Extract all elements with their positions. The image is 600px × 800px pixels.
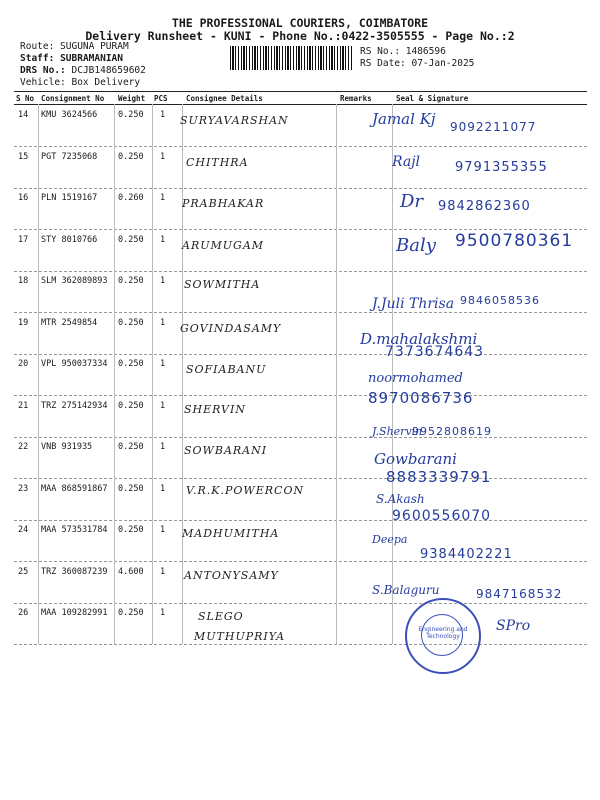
column-divider [38,187,39,229]
row-sno: 24 [18,525,29,535]
staff [20,53,123,65]
column-divider [336,602,337,644]
recipient-phone: 9846058536 [460,294,540,307]
consignee-handwriting: MADHUMITHA [182,527,280,540]
recipient-signature: Dr [400,191,424,212]
recipient-signature: Baly [396,234,436,256]
consignee-handwriting: ARUMUGAM [182,238,265,252]
column-divider [392,229,393,271]
column-divider [336,312,337,354]
recipient-phone: 9791355355 [455,159,548,175]
staff-label: Staff: [20,53,55,64]
recipient-signature: J.Juli Thrisa [372,296,455,312]
row-pcs: 1 [160,110,166,120]
column-divider [38,561,39,603]
column-divider [182,270,183,312]
row-sno: 16 [18,193,29,203]
row-weight: 0.250 [118,359,144,369]
column-divider [38,229,39,271]
recipient-signature: Jamal Kj [372,110,436,128]
row-consignment-no: MAA 109282991 [41,608,108,618]
consignee-handwriting: SURYAVARSHAN [180,114,289,127]
consignee-handwriting: SOWBARANI [184,444,268,457]
column-divider [114,436,115,478]
table-row [14,353,587,396]
column-divider [114,561,115,603]
row-consignment-no: PGT 7235068 [41,151,98,162]
row-weight: 0.250 [118,525,144,535]
row-weight: 0.260 [118,193,144,203]
column-divider [114,104,115,146]
col-remarks: Remarks [340,94,372,103]
row-pcs: 1 [160,193,166,203]
recipient-phone: 9842862360 [438,199,531,214]
column-divider [182,395,183,437]
route: Route: SUGUNA PURAM [20,41,129,52]
consignee-handwriting: GOVINDASAMY [180,321,282,335]
column-divider [182,146,183,188]
row-consignment-no: MAA 573531784 [41,525,108,535]
consignee-handwriting-line2: MUTHUPRIYA [194,630,286,643]
row-weight: 0.250 [118,276,144,286]
row-pcs: 1 [160,566,166,577]
row-consignment-no: TRZ 360087239 [41,566,108,577]
row-weight: 4.600 [118,566,144,577]
recipient-signature: SPro [496,618,531,634]
column-divider [152,602,153,644]
row-weight: 0.250 [118,400,144,411]
col-consignee: Consignee Details [186,94,263,103]
column-divider [114,353,115,395]
row-weight: 0.250 [118,483,144,494]
consignee-handwriting: SLEGO [198,610,244,623]
row-sno: 14 [18,110,29,120]
column-divider [152,519,153,561]
column-divider [152,270,153,312]
drs [20,65,146,77]
recipient-phone: 9847168532 [476,586,563,601]
column-divider [114,229,115,271]
column-divider [38,353,39,395]
column-divider [392,187,393,229]
column-divider [336,229,337,271]
consignee-handwriting: ANTONYSAMY [184,568,279,582]
col-consignment: Consignment No [41,94,105,103]
drs-number: DCJB148659602 [71,65,146,76]
column-divider [38,146,39,188]
column-divider [152,187,153,229]
row-pcs: 1 [160,483,166,494]
company-title: THE PROFESSIONAL COURIERS, COIMBATORE [171,16,429,30]
column-divider [152,436,153,478]
row-consignment-no: MAA 868591867 [41,483,108,494]
column-divider [152,312,153,354]
row-pcs: 1 [160,608,166,618]
row-consignment-no: VPL 950037334 [41,359,108,369]
runsheet-subtitle: Delivery Runsheet - KUNI - Phone No.:0422-3505555 - Page No.:2 [85,29,515,43]
row-consignment-no: PLN 1519167 [41,193,98,203]
column-divider [182,436,183,478]
column-divider [182,478,183,520]
column-divider [336,561,337,603]
recipient-phone: 9600556070 [392,507,492,524]
column-divider [38,602,39,644]
recipient-phone: 8970086736 [368,389,474,407]
row-consignment-no: STY 8010766 [41,234,98,245]
recipient-signature: Rajl [392,153,421,170]
column-divider [336,519,337,561]
column-divider [152,395,153,437]
column-divider [38,312,39,354]
col-weight: Weight [118,94,146,103]
recipient-signature: Deepa [372,533,408,546]
column-divider [152,353,153,395]
row-weight: 0.250 [118,151,144,162]
column-divider [38,519,39,561]
row-weight: 0.250 [118,317,144,328]
column-divider [114,312,115,354]
table-row [14,312,587,355]
recipient-phone: 8883339791 [386,468,492,486]
recipient-signature: Gowbarani [374,450,457,468]
row-pcs: 1 [160,276,166,286]
drs-label: DRS No.: [20,65,66,76]
column-divider [152,104,153,146]
rs-info [360,46,474,70]
column-divider [38,395,39,437]
row-pcs: 1 [160,400,166,411]
consignee-handwriting: PRABHAKAR [182,197,265,210]
row-sno: 26 [18,608,29,618]
consignee-handwriting: CHITHRA [186,155,249,169]
row-sno: 21 [18,400,29,411]
row-sno: 15 [18,151,29,162]
row-consignment-no: MTR 2549854 [41,317,98,328]
col-sno: S No [16,94,35,103]
rs-number: RS No.: 1486596 [360,46,446,57]
column-divider [182,561,183,603]
recipient-phone: 9952808619 [412,424,492,438]
column-divider [114,602,115,644]
barcode [230,46,352,70]
column-divider [114,270,115,312]
column-divider [336,395,337,437]
consignee-handwriting: SOFIABANU [186,363,267,376]
row-sno: 18 [18,276,29,286]
column-divider [152,561,153,603]
column-divider [182,602,183,644]
row-weight: 0.250 [118,608,144,618]
row-sno: 23 [18,483,29,494]
rs-date: RS Date: 07-Jan-2025 [360,58,475,69]
recipient-phone: 9384402221 [420,547,513,562]
recipient-signature: S.Akash [376,491,425,506]
column-divider [114,146,115,188]
table-row [14,395,587,438]
row-pcs: 1 [160,525,166,535]
row-pcs: 1 [160,234,166,245]
recipient-signature: S.Balaguru [372,582,440,597]
staff-name: SUBRAMANIAN [60,53,123,64]
column-divider [336,478,337,520]
row-consignment-no: VNB 931935 [41,442,93,452]
table-row [14,436,587,479]
column-divider [336,187,337,229]
row-sno: 17 [18,234,29,245]
recipient-phone: 7373674643 [385,343,485,360]
row-weight: 0.250 [118,234,144,245]
consignee-handwriting: SOWMITHA [184,278,261,291]
consignee-handwriting: SHERVIN [184,402,246,416]
column-divider [152,478,153,520]
row-weight: 0.250 [118,442,144,452]
row-pcs: 1 [160,151,166,162]
column-divider [336,270,337,312]
col-pcs: PCS [154,94,168,103]
row-pcs: 1 [160,317,166,328]
column-divider [114,187,115,229]
recipient-signature: J.Shervin [372,424,423,438]
row-consignment-no: KMU 3624566 [41,110,98,120]
column-divider [182,353,183,395]
column-divider [114,519,115,561]
recipient-phone: 9500780361 [455,230,574,251]
row-sno: 22 [18,442,29,452]
col-signature: Seal & Signature [396,94,469,103]
seal-text: Engineering and Technology [418,626,468,640]
row-weight: 0.250 [118,110,144,120]
row-sno: 20 [18,359,29,369]
recipient-signature: D.mahalakshmi [360,329,478,348]
column-divider [38,270,39,312]
row-pcs: 1 [160,359,166,369]
column-divider [38,478,39,520]
column-divider [114,478,115,520]
column-divider [152,146,153,188]
column-divider [336,353,337,395]
column-divider [38,104,39,146]
column-divider [336,436,337,478]
row-consignment-no: SLM 362089893 [41,276,108,286]
column-divider [114,395,115,437]
recipient-signature: noormohamed [368,371,463,386]
vehicle: Vehicle: Box Delivery [20,77,141,88]
seal-stamp [405,598,481,674]
column-divider [336,104,337,146]
consignee-handwriting: V.R.K.POWERCON [186,483,305,497]
column-divider [38,436,39,478]
recipient-phone: 9092211077 [450,120,537,134]
column-divider [152,229,153,271]
row-pcs: 1 [160,442,166,452]
column-divider [336,146,337,188]
row-sno: 19 [18,317,29,328]
row-consignment-no: TRZ 275142934 [41,400,108,411]
column-divider [392,602,393,644]
table-header [14,91,587,105]
row-sno: 25 [18,566,29,577]
column-divider [182,519,183,561]
